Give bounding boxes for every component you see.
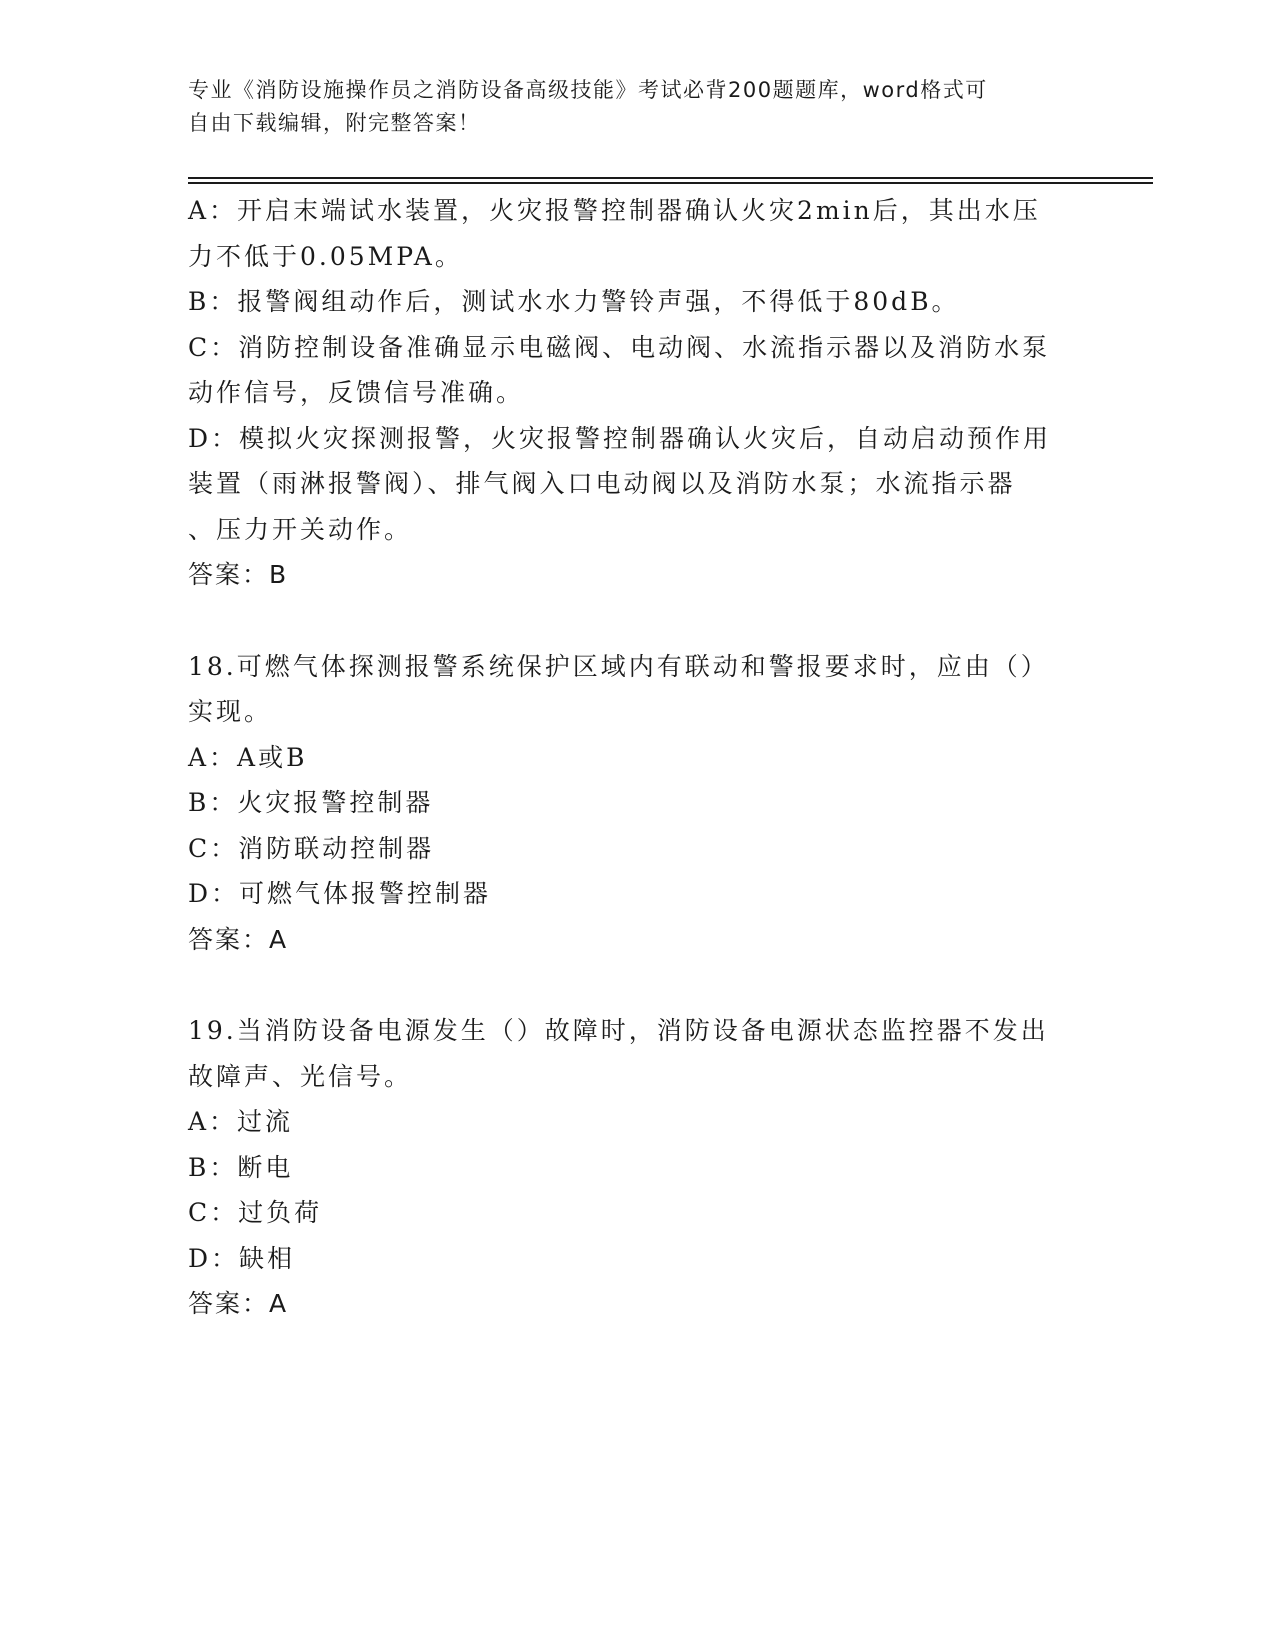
q17-answer: 答案：B	[188, 560, 289, 589]
header-divider-bottom	[188, 182, 1153, 184]
header-divider-top	[188, 177, 1153, 179]
q18-option-d: D：可燃气体报警控制器	[188, 879, 492, 908]
q19-option-d: D：缺相	[188, 1243, 296, 1273]
header-title-line-1: 专业《消防设施操作员之消防设备高级技能》考试必背200题题库，word格式可	[188, 78, 988, 102]
q17-option-d-line-1: D：模拟火灾探测报警，火灾报警控制器确认火灾后，自动启动预作用	[188, 423, 1052, 453]
q19-option-c: C：过负荷	[188, 1198, 323, 1227]
q19-answer: 答案：A	[188, 1289, 289, 1318]
q17-option-a-line-1: A：开启末端试水装置，火灾报警控制器确认火灾2min后，其出水压	[188, 196, 1041, 225]
question-spacer	[188, 598, 1068, 644]
q19-option-a: A：过流	[188, 1107, 294, 1136]
q18-option-a: A：A或B	[188, 742, 308, 772]
q17-option-a-line-2: 力不低于0.05MPA。	[188, 241, 463, 271]
q17-option-b: B：报警阀组动作后，测试水水力警铃声强，不得低于80dB。	[188, 287, 960, 316]
q17-option-d-line-3: 、压力开关动作。	[188, 514, 413, 544]
q17-option-c-line-1: C：消防控制设备准确显示电磁阀、电动阀、水流指示器以及消防水泵	[188, 332, 1051, 362]
q19-stem-line-2: 故障声、光信号。	[188, 1061, 413, 1091]
q19-option-b: B：断电	[188, 1152, 294, 1182]
question-spacer	[188, 962, 1068, 1008]
question-17-options	[188, 188, 1068, 598]
q19-stem-line-1: 19.当消防设备电源发生（）故障时，消防设备电源状态监控器不发出	[188, 1016, 1049, 1045]
document-body	[188, 188, 1068, 1327]
q18-stem-line-2: 实现。	[188, 697, 273, 726]
q18-answer: 答案：A	[188, 924, 289, 954]
q17-option-d-line-2: 装置（雨淋报警阀）、排气阀入口电动阀以及消防水泵；水流指示器	[188, 469, 1016, 498]
header-title-line-2: 自由下载编辑，附完整答案！	[188, 111, 481, 135]
document-header	[188, 74, 1088, 140]
q18-option-b: B：火灾报警控制器	[188, 788, 434, 817]
q18-option-c: C：消防联动控制器	[188, 833, 435, 863]
q18-stem-line-1: 18.可燃气体探测报警系统保护区域内有联动和警报要求时，应由（）	[188, 651, 1049, 681]
q17-option-c-line-2: 动作信号，反馈信号准确。	[188, 378, 525, 407]
question-19	[188, 1008, 1068, 1327]
question-18	[188, 644, 1068, 963]
